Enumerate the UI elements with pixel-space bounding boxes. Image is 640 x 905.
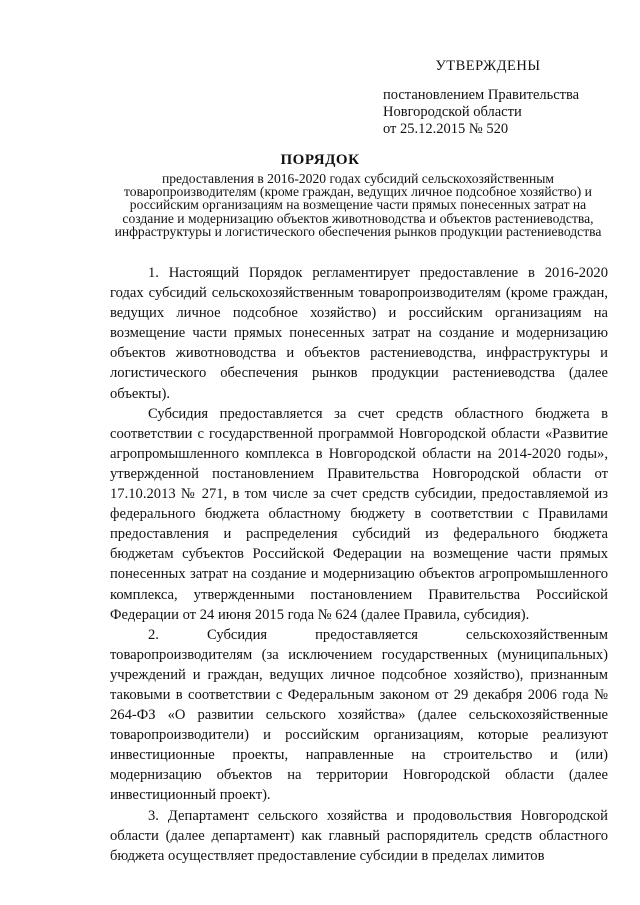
approval-line-3: от 25.12.2015 № 520 bbox=[383, 121, 509, 137]
paragraph-3: 2. Субсидия предоставляется сельскохозяйственным товаропроизводителям (за исключением государственных (муниципальных) учреждений и граждан, ведущих личное подсобное хозяйство), признанным таковыми в соответствии с Федеральным законом от 29 декабря 2006 года № 264-ФЗ «О развитии сельского хозяйства» (далее сельскохозяйственные товаропроизводители) и российским организациям, которые реализуют инвестиционные проекты, направленные на строительство и (или) модернизацию объектов на территории Новгородской области (далее инвестиционный проект). bbox=[110, 626, 608, 804]
paragraph-2: Субсидия предоставляется за счет средств областного бюджета в соответствии с государственной программой Новгородской области «Развитие агропромышленного комплекса в Новгородской области на 2014-2020 годы», утвержденной постановлением Правительства Новгородской области от 17.10.2013 № 271, в том числе за счет средств субсидии, предоставляемой из федерального бюджета областному бюджету в соответствии с Правилами предоставления и распределения субсидий из федерального бюджета бюджетам субъектов Российской Федерации на возмещение части прямых понесенных затрат на создание и модернизацию объектов агропромышленного комплекса, утвержденными постановлением Правительства Российской Федерации от 24 июня 2015 года № 624 (далее Правила, субсидия). bbox=[110, 405, 608, 623]
approval-line-2: Новгородской области bbox=[383, 104, 522, 120]
approval-line-1: постановлением Правительства bbox=[383, 87, 580, 103]
document-title: ПОРЯДОК bbox=[280, 152, 360, 168]
document-body bbox=[110, 263, 608, 866]
approval-block bbox=[383, 58, 613, 138]
paragraph-4: 3. Департамент сельского хозяйства и продовольствия Новгородской области (далее департамент) как главный распорядитель средств областного бюджета осуществляет предоставление субсидии в пределах лимитов bbox=[110, 807, 608, 864]
approval-heading: УТВЕРЖДЕНЫ bbox=[435, 58, 541, 74]
paragraph-1: 1. Настоящий Порядок регламентирует предоставление в 2016-2020 годах субсидий сельскохозяйственным товаропроизводителям (кроме граждан, ведущих личное подсобное хозяйство) и российским организациям на возмещение части прямых понесенных затрат на создание и модернизацию объектов животноводства и объектов растениеводства, инфраструктуры и логистического обеспечения рынков продукции растениеводства (далее объекты). bbox=[110, 265, 608, 402]
document-subtitle: предоставления в 2016-2020 годах субсидий сельскохозяйственным товаропроизводителям (кроме граждан, ведущих личное подсобное хозяйство) и российским организациям на возмещение части прямых понесенных затрат на создание и модернизацию объектов животноводства и объектов растениеводства, инфраструктуры и логистического обеспечения рынков продукции растениеводства bbox=[114, 171, 602, 239]
